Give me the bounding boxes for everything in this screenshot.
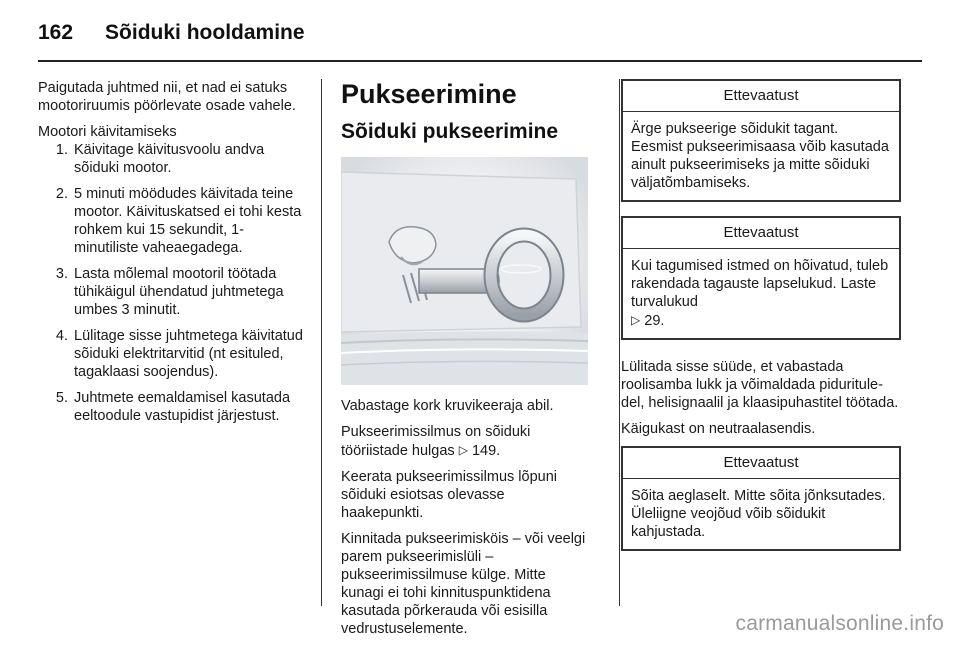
list-item bbox=[38, 327, 304, 381]
tow-eye-illustration bbox=[341, 157, 588, 385]
column-1 bbox=[38, 79, 304, 433]
page-header bbox=[38, 18, 922, 48]
header-rule bbox=[38, 60, 922, 62]
step-number: 1. bbox=[55, 142, 68, 158]
paragraph-text: Pukseerimissilmus on sõiduki tööriistade hulgas bbox=[341, 424, 531, 459]
steps-heading: Mootori käivitamiseks bbox=[38, 124, 177, 140]
caution-text: Ärge pukseerige sõidukit tagant. Eesmist pukseerimisaasa võib kasutada ainult pukseerimiseks ja mitte sõiduki väljatõmbamiseks. bbox=[631, 121, 889, 191]
step-text: Käivitage käivitusvoolu andva sõiduki mootor. bbox=[74, 142, 265, 176]
chapter-title: Sõiduki hooldamine bbox=[105, 21, 305, 44]
list-item bbox=[38, 185, 304, 257]
page-number: 162 bbox=[38, 21, 74, 44]
step-text: Juhtmete eemaldamisel kasutada eeltoodule vastupidist järjestust. bbox=[74, 390, 291, 424]
step-number: 5. bbox=[55, 390, 68, 406]
column-divider bbox=[321, 79, 322, 606]
step-number: 2. bbox=[55, 186, 68, 202]
jump-start-steps bbox=[38, 141, 304, 425]
caution-title: Ettevaatust bbox=[623, 448, 899, 479]
caution-box bbox=[621, 79, 901, 202]
caution-box bbox=[621, 216, 901, 340]
paragraph bbox=[341, 423, 588, 460]
column-divider bbox=[619, 79, 620, 606]
list-item bbox=[38, 265, 304, 319]
tow-eye-figure bbox=[341, 157, 588, 385]
caution-text bbox=[623, 249, 899, 338]
caution-body: Kui tagumised istmed on hõivatud, tuleb rakendada tagauste lapselukud. Laste turvalukud bbox=[631, 258, 889, 310]
reference-arrow-icon: ▷ bbox=[458, 443, 468, 457]
caution-box bbox=[621, 446, 901, 551]
column-2 bbox=[341, 79, 588, 646]
step-number: 3. bbox=[55, 266, 68, 282]
subsection-title: Sõiduki pukseerimine bbox=[341, 120, 559, 143]
caution-title: Ettevaatust bbox=[623, 218, 899, 249]
page-reference[interactable]: 149. bbox=[471, 443, 501, 459]
intro-paragraph: Paigutada juhtmed nii, et nad ei satuks mootoriruumis pöörlevate osade vahele. bbox=[38, 80, 296, 114]
column-3 bbox=[621, 79, 901, 565]
caution-title: Ettevaatust bbox=[623, 81, 899, 112]
step-text: 5 minuti möödudes käivitada teine mootor. Käivituskatsed ei tohi kesta rohkem kui 15 sekundit, 1-minutiliste vaheaegadega. bbox=[74, 186, 302, 256]
watermark: carmanualsonline.info bbox=[735, 612, 944, 635]
reference-arrow-icon: ▷ bbox=[631, 313, 641, 327]
list-item bbox=[38, 389, 304, 425]
paragraph: Käigukast on neutraalasendis. bbox=[621, 421, 816, 437]
paragraph: Kinnitada pukseerimisköis – või veelgi parem pukseerimislüli – pukseerimissilmuse külge. Mitte kunagi ei tohi kinnituspunktidena kasutada põrkerauda või esisilla vedrustuselemente. bbox=[341, 531, 586, 637]
step-text: Lasta mõlemal mootoril töötada tühikäigul ühendatud juhtmetega umbes 3 minutit. bbox=[74, 266, 284, 318]
paragraph: Keerata pukseerimissilmus lõpuni sõiduki esiotsas olevasse haakepunkti. bbox=[341, 469, 557, 521]
paragraph: Lülitada sisse süüde, et vabastada roolisamba lukk ja võimaldada pidurituledel, helisignaalil ja klaasipuhastitel töötada. bbox=[621, 359, 899, 411]
paragraph: Vabastage kork kruvikeeraja abil. bbox=[341, 398, 554, 414]
section-title: Pukseerimine bbox=[341, 79, 517, 109]
step-number: 4. bbox=[55, 328, 68, 344]
list-item bbox=[38, 141, 304, 177]
page-reference[interactable]: 29. bbox=[644, 313, 665, 329]
caution-text: Sõita aeglaselt. Mitte sõita jõnksutades. Üleliigne veojõud võib sõidukit kahjustada. bbox=[631, 488, 886, 540]
step-text: Lülitage sisse juhtmetega käivitatud sõiduki elektritarvitid (nt esituled, tagaklaasi soojendus). bbox=[74, 328, 303, 380]
